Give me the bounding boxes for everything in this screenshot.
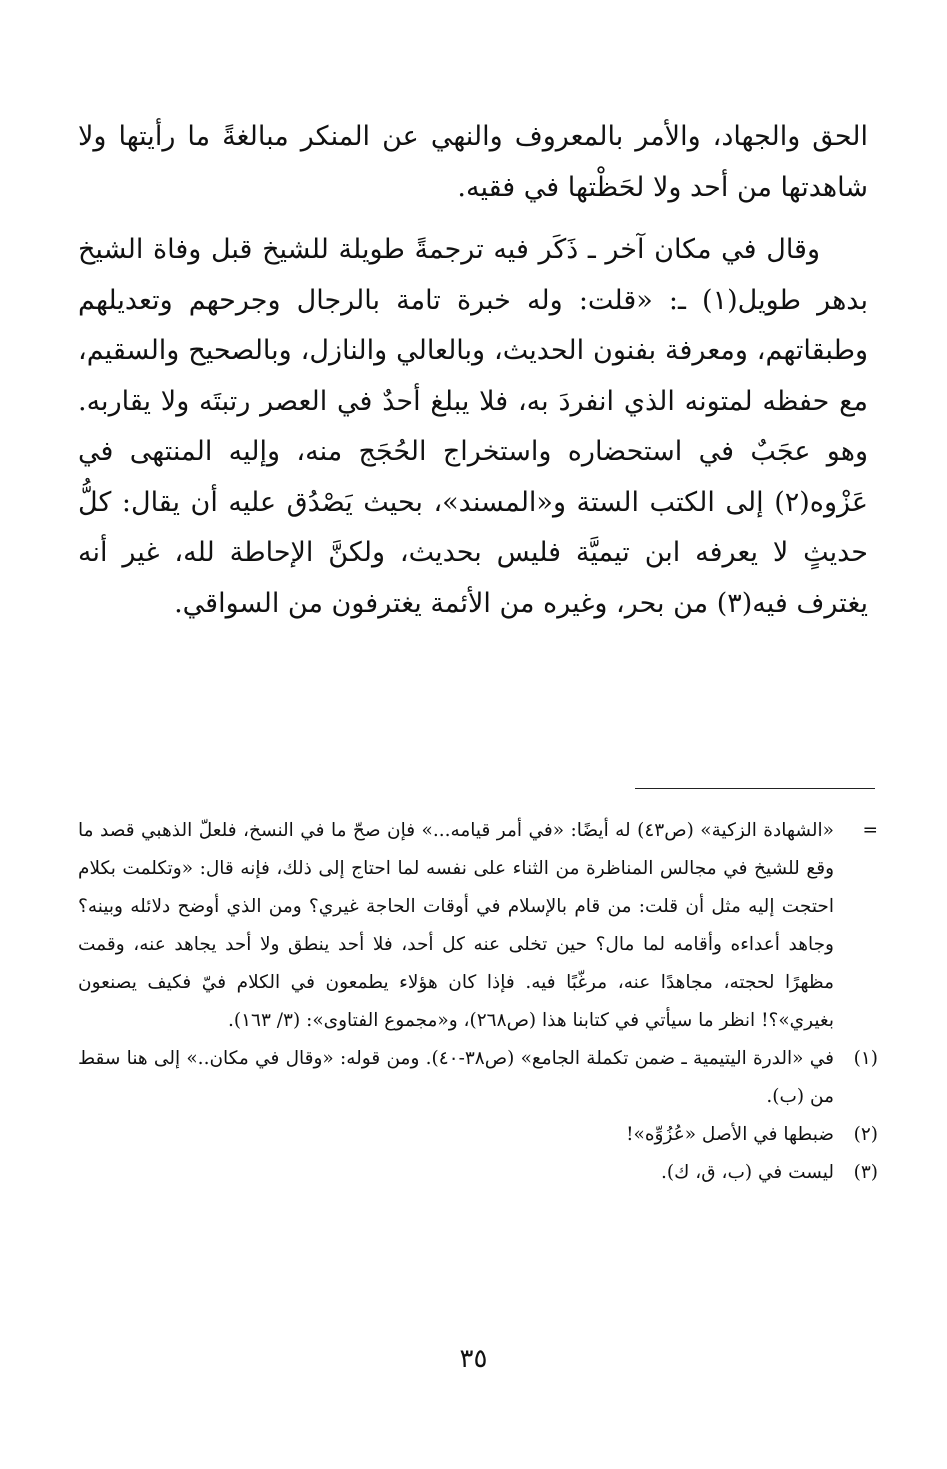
footnote-text: في «الدرة اليتيمية ـ ضمن تكملة الجامع» (ص٣٨-٤٠). ومن قوله: «وقال في مكان..» إلى هنا سقط من (ب). bbox=[78, 1048, 834, 1107]
footnote-1 bbox=[78, 1040, 878, 1116]
footnotes bbox=[78, 812, 878, 1192]
footnote-separator bbox=[635, 788, 875, 789]
footnote-text: «الشهادة الزكية» (ص٤٣) له أيضًا: «في أمر قيامه...» فإن صحّ ما في النسخ، فلعلّ الذهبي قصد ما وقع للشيخ في مجالس المناظرة من الثناء على نفسه لما احتاج إلى ذلك، فإنه قال: «وتكلمت بكلام احتجت إليه مثل أن قلت: من قام بالإسلام في أوقات الحاجة غيري؟ ومن الذي أوضح دلائله وبينه؟ وجاهد أعداءه وأقامه لما مال؟ حين تخلى عنه كل أحد، فلا أحد ينطق ولا أحد يجاهد عنه، وقمت مظهرًا لحجته، مجاهدًا عنه، مرغّبًا فيه. فإذا كان هؤلاء يطمعون في الكلام فيّ فكيف يصنعون بغيري»؟! انظر ما سيأتي في كتابنا هذا (ص٢٦٨)، و«مجموع الفتاوى»: (٣/ ١٦٣). bbox=[78, 820, 834, 1031]
footnote-text: ليست في (ب، ق، ك). bbox=[661, 1162, 834, 1183]
footnote-marker: (٣) bbox=[853, 1162, 878, 1183]
footnote-continued bbox=[78, 812, 878, 1040]
footnote-2 bbox=[78, 1116, 878, 1154]
footnote-3 bbox=[78, 1154, 878, 1192]
paragraph-1: الحق والجهاد، والأمر بالمعروف والنهي عن المنكر مبالغةً ما رأيتها ولا شاهدتها من أحد ولا لحَظْتها في فقيه. bbox=[78, 121, 868, 203]
footnote-marker: (١) bbox=[853, 1048, 878, 1069]
footnote-text: ضبطها في الأصل «عُزُوِّه»! bbox=[626, 1124, 834, 1145]
page-number: ٣٥ bbox=[459, 1344, 488, 1374]
main-text bbox=[78, 112, 868, 641]
footnote-marker: (٢) bbox=[853, 1124, 878, 1145]
paragraph-2: وقال في مكان آخر ـ ذَكَر فيه ترجمةً طويلة للشيخ قبل وفاة الشيخ بدهر طويل(١) ـ: «قلت: وله خبرة تامة بالرجال وجرحهم وتعديلهم وطبقاتهم، ومعرفة بفنون الحديث، وبالعالي والنازل، وبالصحيح والسقيم، مع حفظه لمتونه الذي انفردَ به، فلا يبلغ أحدٌ في العصر رتبتَه ولا يقاربه. وهو عجَبٌ في استحضاره واستخراج الحُجَج منه، وإليه المنتهى في عَزْوه(٢) إلى الكتب الستة و«المسند»، بحيث يَصْدُق عليه أن يقال: كلُّ حديثٍ لا يعرفه ابن تيميَّة فليس بحديث، ولكنَّ الإحاطة لله، غير أنه يغترف فيه(٣) من بحر، وغيره من الأئمة يغترفون من السواقي. bbox=[78, 234, 868, 619]
footnote-marker: = bbox=[862, 820, 878, 841]
